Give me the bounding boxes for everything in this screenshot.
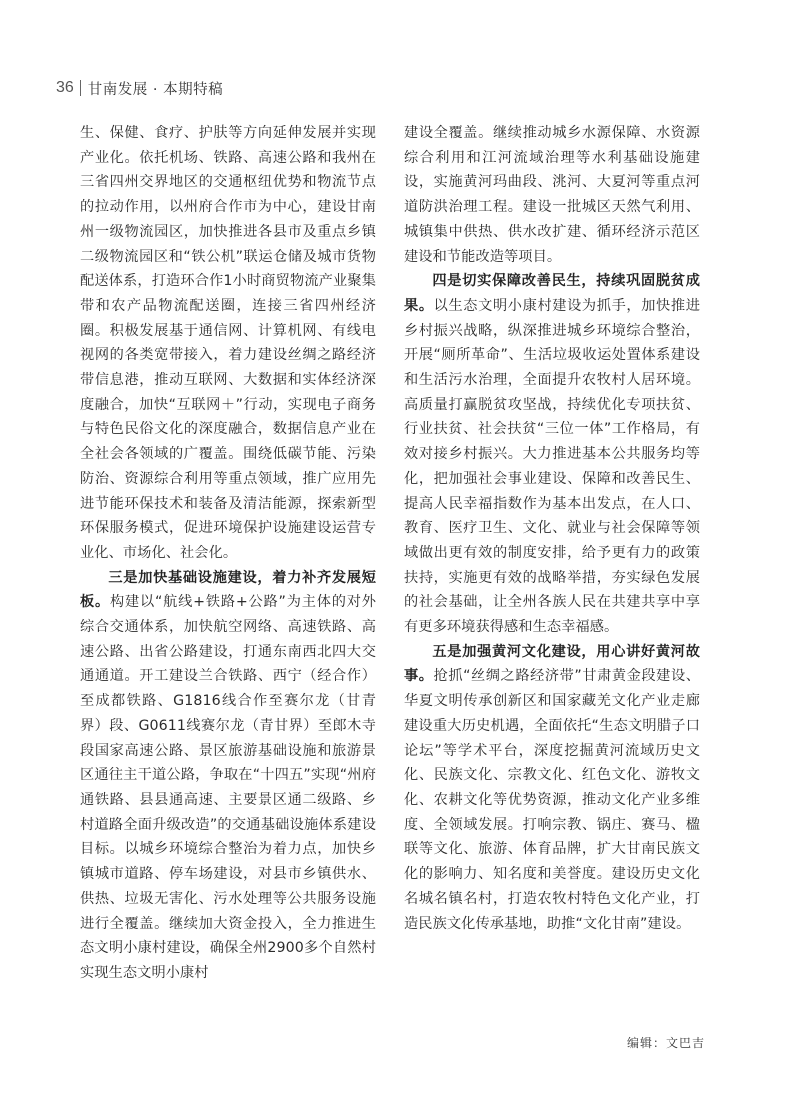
right-column	[404, 121, 700, 936]
journal-title: 甘南发展 · 本期特稿	[87, 81, 224, 98]
running-header	[56, 78, 223, 98]
editor-credit: 编辑：文巴吉	[626, 1036, 705, 1050]
paragraph-lead: 五是加强黄河文化建设，用心讲好黄河故事。	[404, 643, 700, 685]
paragraph-lead: 三是加快基础设施建设，着力补齐发展短板。	[80, 569, 376, 611]
paragraph: 生、保健、食疗、护肤等方向延伸发展并实现产业化。依托机场、铁路、高速公路和我州在三省四州交界地区的交通枢纽优势和物流节点的拉动作用，以州府合作市为中心，建设甘南州一级物流园区，加快推进各县市及重点乡镇二级物流园区和“铁公机”联运仓储及城市货物配送体系，打造环合作1小时商贸物流产业聚集带和农产品物流配送圈，连接三省四州经济圈。积极发展基于通信网、计算机网、有线电视网的各类宽带接入，着力建设丝绸之路经济带信息港，推动互联网、大数据和实体经济深度融合，加快“互联网＋”行动，实现电子商务与特色民俗文化的深度融合，数据信息产业在全社会各领域的广覆盖。围绕低碳节能、污染防治、资源综合利用等重点领域，推广应用先进节能环保技术和装备及清洁能源，探索新型环保服务模式，促进环境保护设施建设运营专业化、市场化、社会化。	[80, 125, 376, 561]
paragraph: 五是加强黄河文化建设，用心讲好黄河故事。抢抓“丝绸之路经济带”甘肃黄金段建设、华夏文明传承创新区和国家藏羌文化产业走廊建设重大历史机遇，全面依托“生态文明腊子口论坛”等学术平台，深度挖掘黄河流域历史文化、民族文化、宗教文化、红色文化、游牧文化、农耕文化等优势资源，推动文化产业多维度、全领域发展。打响宗教、锅庄、赛马、楹联等文化、旅游、体育品牌，扩大甘南民族文化的影响力、知名度和美誉度。建设历史文化名城名镇名村，打造农牧村特色文化产业，打造民族文化传承基地，助推“文化甘南”建设。	[404, 643, 700, 932]
paragraph: 四是切实保障改善民生，持续巩固脱贫成果。以生态文明小康村建设为抓手，加快推进乡村振兴战略，纵深推进城乡环境综合整治，开展“厕所革命”、生活垃圾收运处置体系建设和生活污水治理，全面提升农牧村人居环境。高质量打赢脱贫攻坚战，持续优化专项扶贫、行业扶贫、社会扶贫“三位一体”工作格局，有效对接乡村振兴。大力推进基本公共服务均等化，把加强社会事业建设、保障和改善民生、提高人民幸福指数作为基本出发点，在人口、教育、医疗卫生、文化、就业与社会保障等领域做出更有效的制度安排，给予更有力的政策扶持，实施更有效的战略举措，夯实绿色发展的社会基础，让全州各族人民在共建共享中享有更多环境获得感和生态幸福感。	[404, 273, 700, 636]
left-column	[80, 121, 376, 986]
paragraph: 建设全覆盖。继续推动城乡水源保障、水资源综合利用和江河流域治理等水利基础设施建设，实施黄河玛曲段、洮河、大夏河等重点河道防洪治理工程。建设一批城区天然气利用、城镇集中供热、供水改扩建、循环经济示范区建设和节能改造等项目。	[404, 125, 700, 265]
page-number: 36	[56, 79, 74, 96]
paragraph: 三是加快基础设施建设，着力补齐发展短板。构建以“航线+铁路+公路”为主体的对外综合交通体系，加快航空网络、高速铁路、高速公路、出省公路建设，打通东南西北四大交通通道。开工建设兰合铁路、西宁（经合作）至成都铁路、G1816线合作至赛尔龙（甘青界）段、G0611线赛尔龙（青甘界）至郎木寺段国家高速公路、景区旅游基础设施和旅游景区通往主干道公路，争取在“十四五”实现“州府通铁路、县县通高速、主要景区通二级路、乡村道路全面升级改造”的交通基础设施体系建设目标。以城乡环境综合整治为着力点，加快乡镇城市道路、停车场建设，对县市乡镇供水、供热、垃圾无害化、污水处理等公共服务设施进行全覆盖。继续加大资金投入，全力推进生态文明小康村建设，确保全州2900多个自然村实现生态文明小康村	[80, 569, 376, 981]
header-divider	[80, 80, 81, 96]
paragraph-lead: 四是切实保障改善民生，持续巩固脱贫成果。	[404, 273, 700, 314]
